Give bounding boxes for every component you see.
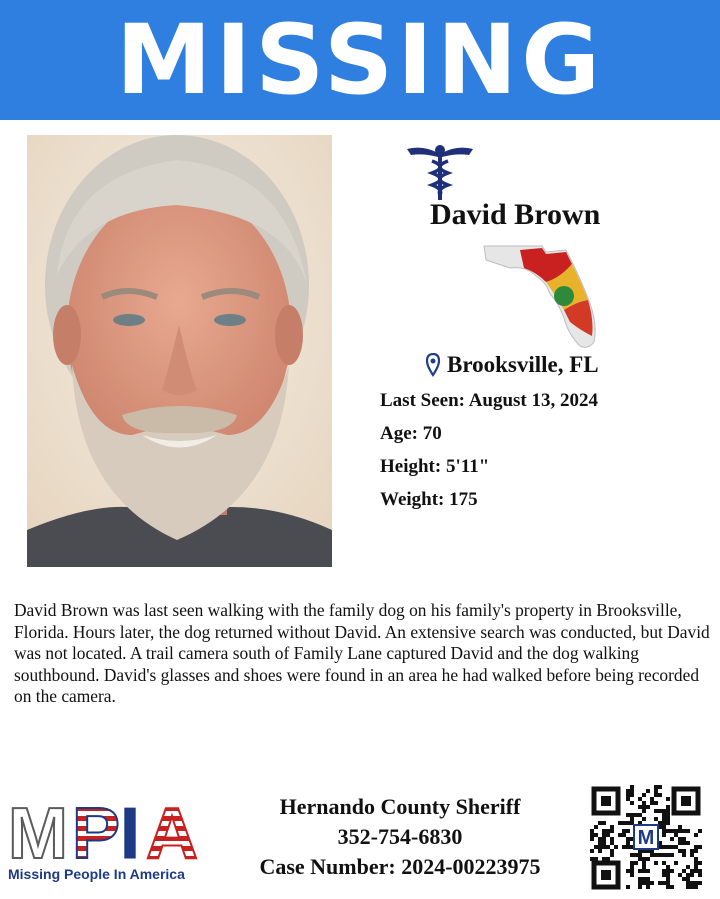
qr-module bbox=[686, 829, 690, 833]
qr-module bbox=[602, 837, 606, 841]
fact-height bbox=[380, 454, 710, 487]
qr-module bbox=[598, 821, 602, 825]
qr-module bbox=[622, 829, 626, 833]
qr-module bbox=[602, 829, 606, 833]
qr-module bbox=[654, 801, 658, 805]
qr-module bbox=[674, 845, 678, 849]
map-pin-icon bbox=[425, 353, 441, 377]
qr-module bbox=[590, 837, 594, 841]
qr-module bbox=[694, 869, 698, 873]
qr-module bbox=[670, 845, 674, 849]
qr-module bbox=[610, 829, 614, 833]
qr-module bbox=[666, 853, 670, 857]
qr-module bbox=[666, 873, 670, 877]
qr-module bbox=[590, 849, 594, 853]
qr-module bbox=[654, 789, 658, 793]
qr-module bbox=[694, 881, 698, 885]
qr-module bbox=[642, 857, 646, 861]
qr-module bbox=[622, 821, 626, 825]
qr-module bbox=[642, 869, 646, 873]
qr-module bbox=[690, 853, 694, 857]
qr-module bbox=[638, 885, 642, 889]
qr-module bbox=[686, 885, 690, 889]
qr-module bbox=[682, 853, 686, 857]
qr-module bbox=[694, 885, 698, 889]
qr-module bbox=[666, 809, 670, 813]
qr-module bbox=[670, 853, 674, 857]
qr-module bbox=[602, 841, 606, 845]
qr-module bbox=[686, 865, 690, 869]
qr-module bbox=[686, 841, 690, 845]
qr-module bbox=[626, 797, 630, 801]
qr-module bbox=[646, 869, 650, 873]
svg-text:I: I bbox=[120, 796, 141, 866]
qr-module bbox=[638, 797, 642, 801]
qr-module bbox=[590, 829, 594, 833]
qr-module bbox=[634, 813, 638, 817]
qr-module bbox=[638, 877, 642, 881]
qr-module bbox=[682, 837, 686, 841]
qr-module bbox=[662, 845, 666, 849]
qr-module bbox=[662, 817, 666, 821]
qr-module bbox=[638, 813, 642, 817]
qr-module bbox=[678, 829, 682, 833]
missing-banner bbox=[0, 0, 720, 120]
qr-module bbox=[630, 865, 634, 869]
qr-module bbox=[658, 809, 662, 813]
qr-module bbox=[642, 817, 646, 821]
qr-module bbox=[646, 881, 650, 885]
qr-module bbox=[694, 861, 698, 865]
qr-module bbox=[654, 861, 658, 865]
qr-module bbox=[670, 829, 674, 833]
qr-module bbox=[626, 837, 630, 841]
qr-module bbox=[610, 825, 614, 829]
qr-module bbox=[626, 813, 630, 817]
qr-module bbox=[698, 869, 702, 873]
qr-module bbox=[654, 817, 658, 821]
qr-module bbox=[646, 857, 650, 861]
qr-module bbox=[662, 821, 666, 825]
qr-module bbox=[602, 857, 606, 861]
qr-module bbox=[694, 865, 698, 869]
case-number-value: 2024-00223975 bbox=[401, 854, 541, 879]
case-number-label: Case Number: bbox=[259, 854, 396, 879]
qr-module bbox=[610, 841, 614, 845]
qr-module bbox=[686, 881, 690, 885]
qr-module bbox=[662, 853, 666, 857]
qr-module bbox=[642, 801, 646, 805]
qr-module bbox=[674, 829, 678, 833]
qr-module bbox=[642, 877, 646, 881]
svg-text:M: M bbox=[8, 796, 68, 866]
svg-text:A: A bbox=[146, 796, 198, 866]
case-number bbox=[225, 852, 575, 882]
qr-module bbox=[610, 837, 614, 841]
logo-tagline: Missing People In America bbox=[8, 866, 185, 882]
qr-module bbox=[642, 793, 646, 797]
qr-module bbox=[598, 849, 602, 853]
qr-module bbox=[634, 861, 638, 865]
qr-module bbox=[698, 861, 702, 865]
florida-map-icon bbox=[480, 238, 610, 353]
qr-module bbox=[602, 845, 606, 849]
qr-module bbox=[670, 885, 674, 889]
qr-module bbox=[650, 801, 654, 805]
qr-module bbox=[678, 841, 682, 845]
qr-module bbox=[642, 809, 646, 813]
qr-module bbox=[638, 869, 642, 873]
qr-module bbox=[622, 833, 626, 837]
agency-phone: 352-754-6830 bbox=[337, 824, 463, 849]
qr-module bbox=[642, 865, 646, 869]
qr-module bbox=[658, 785, 662, 789]
qr-module bbox=[666, 813, 670, 817]
qr-module bbox=[698, 873, 702, 877]
fact-age bbox=[380, 421, 710, 454]
qr-module bbox=[690, 869, 694, 873]
svg-text:P: P bbox=[72, 796, 121, 866]
qr-module bbox=[658, 853, 662, 857]
qr-module bbox=[630, 789, 634, 793]
qr-module bbox=[654, 853, 658, 857]
qr-module bbox=[606, 845, 610, 849]
qr-module bbox=[630, 873, 634, 877]
qr-module bbox=[606, 833, 610, 837]
qr-module bbox=[666, 817, 670, 821]
qr-module bbox=[694, 849, 698, 853]
qr-module bbox=[638, 853, 642, 857]
qr-module bbox=[646, 805, 650, 809]
qr-module bbox=[650, 797, 654, 801]
fact-value: 70 bbox=[422, 423, 442, 444]
fact-label: Weight: bbox=[380, 489, 445, 510]
qr-module bbox=[626, 789, 630, 793]
qr-module bbox=[626, 793, 630, 797]
qr-module bbox=[678, 849, 682, 853]
qr-code[interactable] bbox=[590, 785, 702, 891]
contact-block bbox=[225, 792, 575, 882]
qr-module bbox=[626, 885, 630, 889]
person-photo bbox=[27, 135, 332, 567]
fact-last-seen bbox=[380, 388, 710, 421]
qr-module bbox=[646, 877, 650, 881]
person-name: David Brown bbox=[430, 198, 601, 231]
qr-module bbox=[610, 853, 614, 857]
qr-module bbox=[618, 833, 622, 837]
qr-module bbox=[698, 881, 702, 885]
qr-module bbox=[630, 853, 634, 857]
qr-module bbox=[658, 881, 662, 885]
qr-module bbox=[590, 833, 594, 837]
qr-module bbox=[666, 885, 670, 889]
qr-module bbox=[654, 785, 658, 789]
fact-label: Age: bbox=[380, 423, 418, 444]
qr-module bbox=[666, 877, 670, 881]
qr-module bbox=[666, 797, 670, 801]
qr-module bbox=[642, 805, 646, 809]
qr-module bbox=[630, 801, 634, 805]
qr-module bbox=[666, 845, 670, 849]
qr-module bbox=[602, 821, 606, 825]
qr-module bbox=[590, 857, 594, 861]
qr-module bbox=[634, 853, 638, 857]
qr-module bbox=[666, 829, 670, 833]
qr-module bbox=[606, 857, 610, 861]
qr-module bbox=[694, 845, 698, 849]
qr-module bbox=[598, 845, 602, 849]
qr-module bbox=[662, 869, 666, 873]
qr-module bbox=[678, 837, 682, 841]
qr-module bbox=[666, 805, 670, 809]
qr-module bbox=[618, 821, 622, 825]
qr-module bbox=[642, 881, 646, 885]
qr-module bbox=[606, 829, 610, 833]
qr-module bbox=[626, 869, 630, 873]
qr-module bbox=[654, 809, 658, 813]
qr-module bbox=[694, 833, 698, 837]
qr-module bbox=[662, 829, 666, 833]
qr-module bbox=[594, 833, 598, 837]
qr-module bbox=[622, 845, 626, 849]
qr-module bbox=[670, 837, 674, 841]
qr-center-letter: M bbox=[637, 827, 655, 849]
qr-module bbox=[682, 849, 686, 853]
qr-module bbox=[626, 841, 630, 845]
qr-module bbox=[678, 873, 682, 877]
qr-module bbox=[662, 825, 666, 829]
portrait-illustration bbox=[27, 135, 332, 567]
qr-module bbox=[598, 841, 602, 845]
qr-module bbox=[662, 833, 666, 837]
agency-name: Hernando County Sheriff bbox=[279, 794, 521, 819]
qr-module bbox=[670, 869, 674, 873]
qr-module bbox=[666, 869, 670, 873]
qr-module bbox=[598, 837, 602, 841]
qr-module bbox=[682, 829, 686, 833]
qr-module bbox=[630, 817, 634, 821]
location-text: Brooksville, FL bbox=[447, 352, 599, 377]
qr-module bbox=[682, 869, 686, 873]
qr-module bbox=[690, 881, 694, 885]
fact-weight bbox=[380, 487, 710, 520]
qr-module bbox=[626, 829, 630, 833]
qr-module bbox=[682, 877, 686, 881]
caduceus-icon bbox=[405, 143, 475, 201]
qr-module bbox=[678, 825, 682, 829]
qr-module bbox=[674, 833, 678, 837]
fact-label: Last Seen: bbox=[380, 390, 465, 411]
qr-module bbox=[614, 845, 618, 849]
qr-module bbox=[630, 869, 634, 873]
qr-module bbox=[642, 861, 646, 865]
qr-module bbox=[662, 809, 666, 813]
qr-module bbox=[662, 881, 666, 885]
qr-module bbox=[638, 857, 642, 861]
qr-module bbox=[630, 861, 634, 865]
qr-module bbox=[650, 853, 654, 857]
qr-module bbox=[654, 793, 658, 797]
qr-module bbox=[686, 877, 690, 881]
qr-module bbox=[650, 881, 654, 885]
qr-module bbox=[638, 881, 642, 885]
banner-title: MISSING bbox=[115, 4, 605, 116]
qr-module bbox=[594, 857, 598, 861]
fact-value: August 13, 2024 bbox=[468, 390, 599, 411]
qr-module bbox=[666, 865, 670, 869]
qr-module bbox=[662, 873, 666, 877]
qr-module bbox=[666, 821, 670, 825]
qr-module bbox=[662, 813, 666, 817]
qr-module bbox=[698, 829, 702, 833]
qr-module bbox=[698, 845, 702, 849]
qr-module bbox=[694, 857, 698, 861]
qr-module bbox=[686, 873, 690, 877]
qr-module bbox=[690, 849, 694, 853]
last-seen-location bbox=[425, 350, 599, 380]
qr-module bbox=[602, 833, 606, 837]
qr-module bbox=[690, 873, 694, 877]
qr-module bbox=[610, 849, 614, 853]
qr-module bbox=[630, 813, 634, 817]
qr-module bbox=[674, 861, 678, 865]
qr-module bbox=[626, 821, 630, 825]
qr-module bbox=[594, 825, 598, 829]
fact-value: 5'11" bbox=[445, 456, 490, 477]
qr-module bbox=[662, 861, 666, 865]
qr-module bbox=[646, 789, 650, 793]
qr-module bbox=[630, 793, 634, 797]
qr-module bbox=[690, 885, 694, 889]
qr-module bbox=[630, 785, 634, 789]
qr-module bbox=[646, 885, 650, 889]
fact-value: 175 bbox=[449, 489, 478, 510]
qr-module bbox=[666, 881, 670, 885]
fact-label: Height: bbox=[380, 456, 442, 477]
qr-module bbox=[638, 805, 642, 809]
qr-module bbox=[594, 845, 598, 849]
qr-module bbox=[658, 793, 662, 797]
qr-module bbox=[682, 841, 686, 845]
qr-module bbox=[626, 845, 630, 849]
person-facts bbox=[380, 388, 710, 520]
case-description: David Brown was last seen walking with the family dog on his family's property in Brooksville, Florida. Hours later, the dog returned without David. An extensive search was conducted, but David was not located. A trail camera south of Family Lane captured David and the dog walking southbound. David's glasses and shoes were found in an area he had walked before being recorded on the camera. bbox=[14, 600, 710, 706]
